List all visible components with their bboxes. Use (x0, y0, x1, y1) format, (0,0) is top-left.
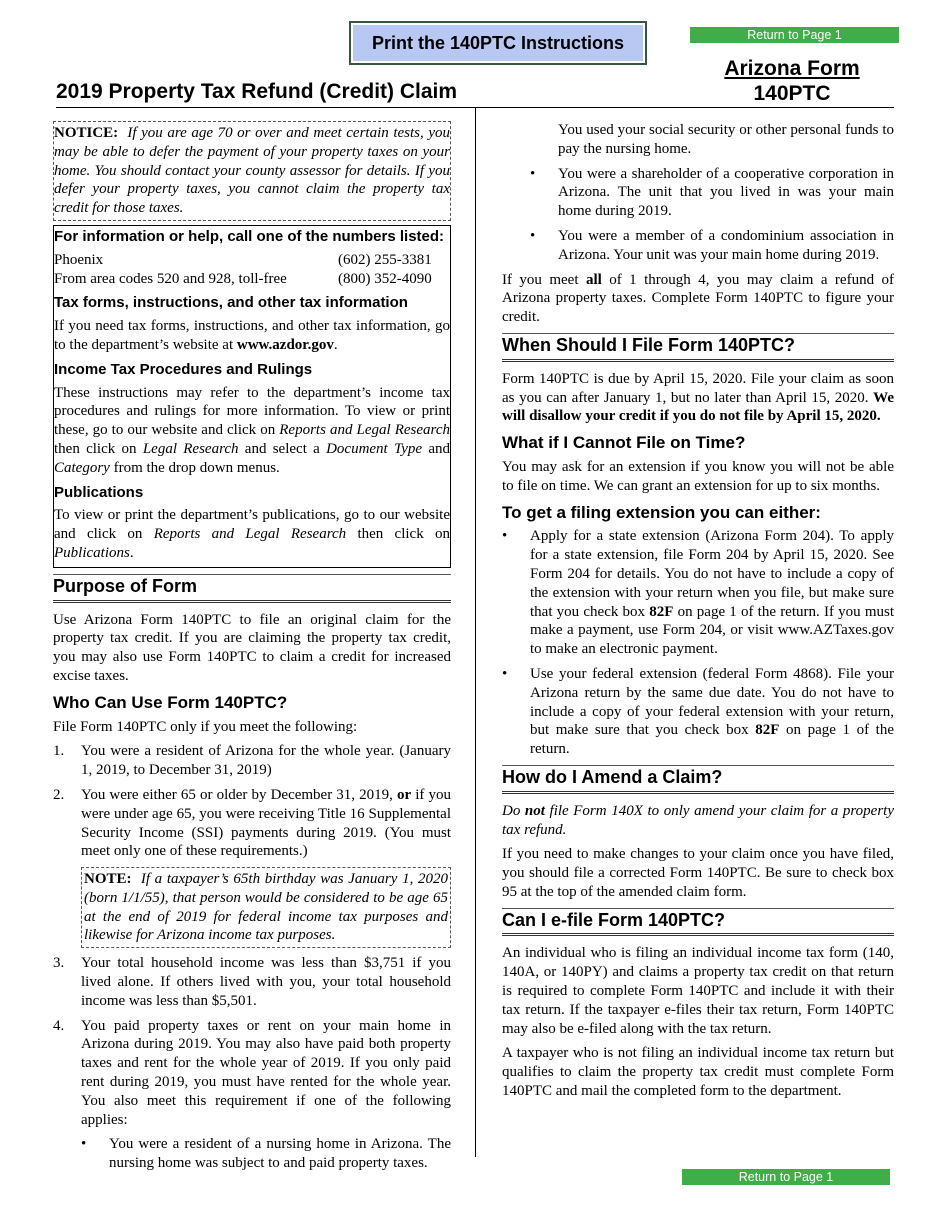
rulings-i2: Legal Research (142, 440, 239, 457)
notice-box (53, 121, 451, 221)
pubs-t1: To view or print the department’s publications, go to our website and click on (54, 507, 450, 543)
return-to-page-1-button-top[interactable]: Return to Page 1 (690, 27, 899, 43)
amend-not: not (524, 802, 545, 819)
amend-text: If you need to make changes to your claim once you have filed, you should file a corrected Form 140PTC. Be sure to check box 95 at the top of the amended claim form. (502, 846, 894, 900)
item1-num: 1. (53, 743, 65, 760)
sub-bullet2-text: You were a shareholder of a cooperative corporation in Arizona. The unit that you lived in was your main home during 2019. (558, 165, 894, 220)
phone-row-phoenix (54, 251, 450, 270)
bullet-icon: • (530, 165, 536, 182)
phone1-number: (602) 255-3381 (338, 251, 432, 268)
amend-i1: Do (502, 802, 525, 819)
phone1-label: Phoenix (54, 251, 104, 268)
item3-num: 3. (53, 955, 65, 972)
extension-bullet-1 (502, 527, 894, 659)
efile-text-2: A taxpayer who is not filing an individual income tax return but qualifies to claim the property tax credit must complete Form 140PTC and mail the completed form to the department. (502, 1045, 894, 1100)
azdor-link[interactable]: www.azdor.gov (236, 336, 334, 353)
info-heading: For information or help, call one of the numbers listed: (54, 227, 445, 245)
phone2-label: From area codes 520 and 928, toll-free (54, 270, 287, 287)
info-box (53, 225, 451, 568)
rulings-i4: Category (54, 459, 110, 476)
rulings-t2: then click on (54, 440, 143, 457)
pubs-i1: Reports and Legal Research (153, 526, 347, 543)
bullet-icon: • (81, 1136, 87, 1153)
forms-heading: Tax forms, instructions, and other tax information (54, 294, 408, 312)
meet-all-text (502, 271, 894, 327)
column-divider (475, 107, 476, 1157)
rulings-t1: These instructions may refer to the department’s income tax procedures and rulings for more information. To view or print these, go to our website and click on (54, 384, 450, 439)
forms-text (54, 317, 450, 355)
form-title-line1: Arizona Form (724, 57, 860, 80)
when-bold: We will disallow your credit if you do not file by April 15, 2020. (502, 389, 894, 425)
pubs-text (54, 506, 450, 562)
ext1-t1: Apply for a state extension (Arizona Form 204). To apply for a state extension, file Form 204 by April 15, 2020. See Form 204 for details. You do not have to include a copy of the extension with your return when you file, but make sure that you check box (530, 528, 894, 620)
when-t1: Form 140PTC is due by April 15, 2020. File your claim as soon as you can after January 1, but no later than April 15, 2020. (502, 370, 894, 406)
print-instructions-button[interactable]: Print the 140PTC Instructions (349, 21, 647, 65)
extension-bullet-2 (502, 665, 894, 759)
purpose-text: Use Arizona Form 140PTC to file an original claim for the property tax credit. If you are claiming the property tax credit, you may also use Form 140PTC to claim a credit for increased excise taxes. (53, 611, 451, 684)
cannot-file-text: You may ask for an extension if you know you will not be able to file on time. We can grant an extension for up to six months. (502, 458, 894, 494)
rulings-i1: Reports and Legal Research (279, 422, 450, 439)
item3-text: Your total household income was less than $3,751 if you lived alone. If others lived with you, your total household income was less than $5,501. (81, 955, 451, 1009)
purpose-heading: Purpose of Form (53, 574, 451, 603)
item2-text (81, 786, 451, 861)
ext2-box: 82F (755, 722, 780, 739)
amend-italic-text (502, 802, 894, 840)
item2-or: or (396, 786, 412, 803)
note-text: If a taxpayer’s 65th birthday was January 1, 2020 (born 1/1/55), that person would be considered to be age 65 at the end of 2019 for federal income tax purposes and likewise for Arizona income tax purposes. (84, 871, 448, 944)
forms-text-end: . (333, 336, 338, 353)
list-item-1 (53, 742, 451, 780)
left-column (53, 121, 451, 1179)
who-heading: Who Can Use Form 140PTC? (53, 692, 288, 712)
pubs-heading: Publications (54, 483, 144, 501)
sub-bullet1-text: You were a resident of a nursing home in Arizona. The nursing home was subject to and paid property taxes. (109, 1136, 451, 1172)
page-title: 2019 Property Tax Refund (Credit) Claim (56, 80, 458, 103)
rulings-t3: and select a (238, 440, 327, 457)
extension-heading: To get a filing extension you can either: (502, 502, 821, 522)
note-label: NOTE: (84, 871, 132, 888)
phone-row-tollfree (54, 270, 450, 289)
ext2-t1: Use your federal extension (federal Form 4868). File your Arizona return by the same due date. You do not have to include a copy of your federal extension with your return, but make sure that you check box (530, 665, 894, 739)
bullet-icon: • (530, 227, 536, 244)
bullet-icon: • (502, 665, 508, 682)
rulings-t4: and (422, 440, 450, 457)
note-box (81, 867, 451, 948)
item4-text: You paid property taxes or rent on your main home in Arizona during 2019. You may also have paid both property taxes and rent for the whole year of 2019. If you only paid rent during 2019, you must have rented for the whole year. You also meet this requirement if one of the following applies: (81, 1017, 451, 1128)
amend-i2: file Form 140X to only amend your claim for a property tax refund. (502, 802, 894, 838)
meet-t1: If you meet (502, 271, 586, 288)
amend-heading: How do I Amend a Claim? (502, 765, 894, 794)
phone2-number: (800) 352-4090 (338, 270, 432, 287)
sub-bullet-1 (81, 1135, 451, 1173)
nursing-cont-text: You used your social security or other personal funds to pay the nursing home. (558, 122, 894, 157)
who-intro: File Form 140PTC only if you meet the following: (53, 718, 358, 735)
list-item-2 (53, 786, 451, 861)
cannot-file-heading: What if I Cannot File on Time? (502, 433, 746, 453)
sub-bullet-2 (530, 165, 894, 221)
item1-text: You were a resident of Arizona for the whole year. (January 1, 2019, to December 31, 2019) (81, 743, 451, 779)
right-column (502, 121, 894, 1107)
rulings-text (54, 384, 450, 478)
rulings-heading: Income Tax Procedures and Rulings (54, 360, 313, 378)
ext2-text (530, 665, 894, 759)
pubs-t2: then click on (346, 526, 451, 543)
item2-t2: if you were under age 65, you were receiving Title 16 Supplemental Security Income (SSI) payments during 2019. (You must meet only one of these requirements.) (81, 786, 452, 860)
sub-bullet-3 (530, 227, 894, 265)
ext1-t2: on page 1 of the return. If you must make a payment, use Form 204, or visit www.AZTaxes.gov to make an electronic payment. (530, 603, 894, 658)
pubs-t3: . (129, 544, 134, 561)
rulings-t5: from the drop down menus. (109, 459, 280, 476)
list-item-3 (53, 954, 451, 1010)
ext1-box: 82F (649, 603, 674, 620)
ext1-text (530, 527, 894, 659)
when-text (502, 370, 894, 426)
pubs-i2: Publications (54, 544, 130, 561)
sub-bullet3-text: You were a member of a condominium association in Arizona. Your unit was your main home during 2019. (558, 227, 894, 263)
form-title-line2: 140PTC (753, 82, 831, 105)
rulings-i3: Document Type (326, 440, 423, 457)
meet-t2: of 1 through 4, you may claim a refund of Arizona property taxes. Complete Form 140PTC to figure your credit. (502, 271, 894, 326)
meet-all: all (585, 271, 602, 288)
notice-label: NOTICE: (54, 125, 119, 141)
list-item-4 (53, 1017, 451, 1130)
when-heading: When Should I File Form 140PTC? (502, 333, 894, 362)
efile-text-1: An individual who is filing an individual income tax form (140, 140A, or 140PY) and claims a property tax credit on that return is required to complete Form 140PTC and include it with their tax return. If the taxpayer e-files their tax return, Form 140PTC may also be e-filed along with the tax return. (502, 945, 894, 1037)
item2-num: 2. (53, 786, 65, 803)
bullet-icon: • (502, 528, 508, 545)
item4-num: 4. (53, 1017, 65, 1034)
forms-text-body: If you need tax forms, instructions, and other tax information, go to the department’s website at (54, 318, 450, 353)
notice-text: If you are age 70 or over and meet certain tests, you may be able to defer the payment of your property taxes on your home. You should contact your county assessor for details. If you defer your property taxes, you cannot claim the property tax credit for those taxes. (54, 125, 450, 217)
ext2-t2: on page 1 of the return. (530, 722, 895, 758)
efile-heading: Can I e-file Form 140PTC? (502, 908, 894, 937)
item2-t1: You were either 65 or older by December 31, 2019, (81, 786, 397, 803)
return-to-page-1-button-bottom[interactable]: Return to Page 1 (682, 1169, 890, 1185)
form-number (692, 56, 892, 106)
